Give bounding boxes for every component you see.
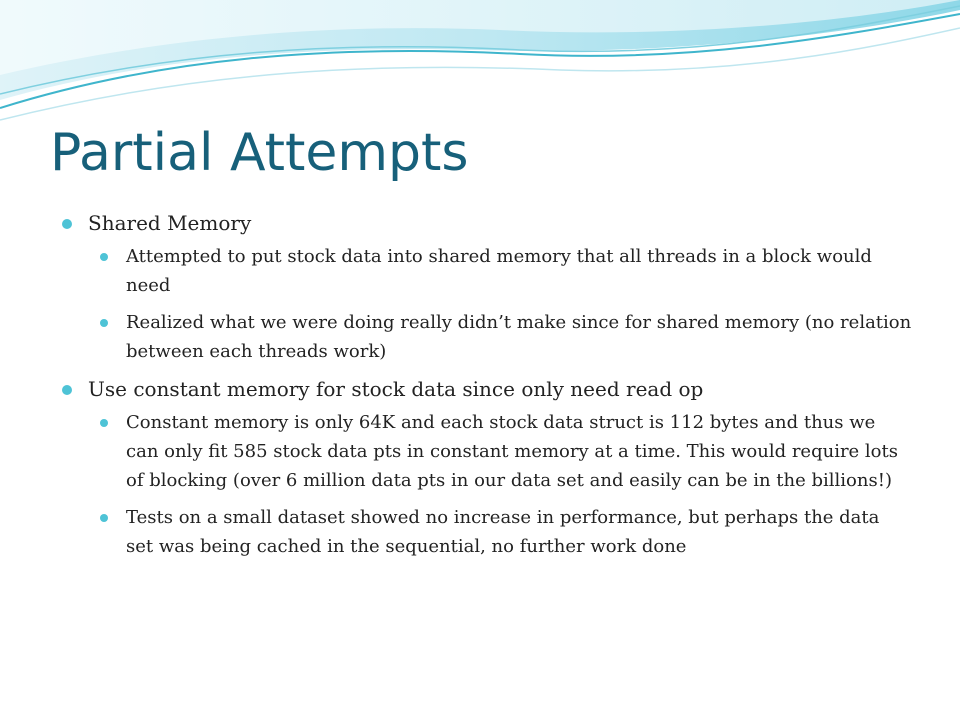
bullet-shared-memory: Shared Memory: [62, 208, 912, 238]
sub-bullet: Constant memory is only 64K and each stock data struct is 112 bytes and thus we can only fit 585 stock data pts in constant memory at a time. This would require lots of blocking (over 6 million data pts in our data set and easily can be in the billions!): [100, 408, 912, 495]
sub-bullet: Tests on a small dataset showed no increase in performance, but perhaps the data set was being cached in the sequential, no further work done: [100, 503, 912, 561]
bullet-constant-memory: Use constant memory for stock data since only need read op: [62, 374, 912, 404]
sub-bullet: Attempted to put stock data into shared memory that all threads in a block would need: [100, 242, 912, 300]
slide-content: [62, 208, 912, 569]
sub-bullet-list: [62, 242, 912, 366]
slide-title: Partial Attempts: [50, 123, 469, 183]
sub-bullet-list: [62, 408, 912, 561]
sub-bullet: Realized what we were doing really didn’t make since for shared memory (no relation between each threads work): [100, 308, 912, 366]
